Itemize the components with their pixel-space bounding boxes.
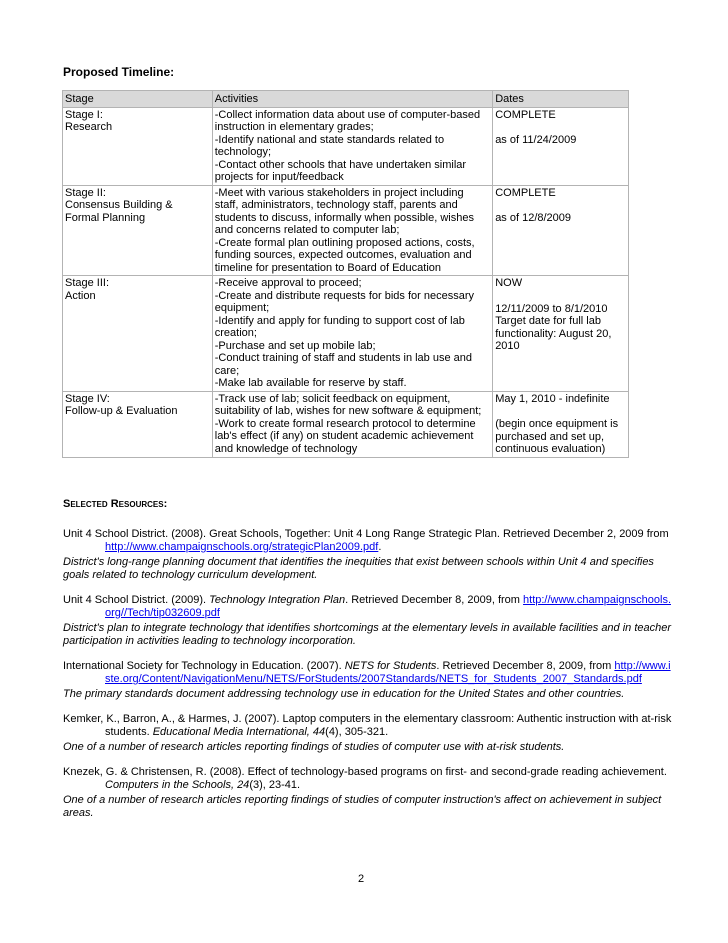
activity: -Create and distribute requests for bids for necessary equipment; [214, 289, 474, 314]
dates-cell [493, 185, 629, 276]
citation-title: Technology Integration Plan [209, 594, 346, 606]
reference-citation [63, 660, 673, 686]
activity: -Conduct training of staff and students in lab use and care; [214, 352, 472, 377]
page-number: 2 [358, 873, 365, 885]
dates-cell [493, 391, 629, 457]
citation-text-after: (4), 305-321. [325, 726, 389, 738]
references-list [63, 528, 673, 832]
reference-citation [63, 766, 673, 792]
stage-label: Stage IV: [65, 392, 110, 405]
citation-text: Unit 4 School District. (2009). [63, 594, 210, 606]
date: (begin once equipment is purchased and set up, continuous evaluation) [495, 418, 619, 455]
stage-cell [63, 107, 213, 185]
activity: -Identify national and state standards related to technology; [214, 133, 445, 158]
activities-cell [212, 276, 492, 392]
table-row [63, 185, 629, 276]
citation-text: Unit 4 School District. (2008). Great Schools, Together: Unit 4 Long Range Strategic Plan. Retrieved December 2, 2009 from [63, 528, 669, 540]
citation-text: Knezek, G. & Christensen, R. (2008). Effect of technology-based programs on first- and second-grade reading achievement. [63, 766, 667, 778]
stage-cell [63, 276, 213, 392]
citation-text: Kemker, K., Barron, A., & Harmes, J. (2007). Laptop computers in the elementary classroom: Authentic instruction with at-risk students. [63, 713, 672, 738]
table-header-row [63, 91, 629, 108]
stage-name: Follow-up & Evaluation [65, 405, 178, 417]
activity: -Create formal plan outlining proposed actions, costs, funding sources, expected outcomes, evaluation and timeline for presentation to Board of Education [214, 236, 475, 274]
stage-name: Formal Planning [65, 211, 146, 224]
table-row [63, 276, 629, 392]
activity: -Receive approval to proceed; [214, 277, 362, 289]
activity: -Purchase and set up mobile lab; [214, 339, 376, 352]
reference-annotation: The primary standards document addressing technology use in education for the United States and other countries. [63, 688, 625, 700]
activity: -Track use of lab; solicit feedback on equipment, suitability of lab, wishes for new software & equipment; [214, 392, 482, 417]
reference-link[interactable]: http://www.champaignschools.org/strategicPlan2009.pdf [105, 541, 379, 553]
dates-cell [493, 276, 629, 392]
activity: -Contact other schools that have undertaken similar projects for input/feedback [214, 158, 467, 183]
activity: -Meet with various stakeholders in project including staff, administrators, technology staff, parents and students to discuss, informally when possible, wishes and concerns related to computer lab; [214, 186, 474, 236]
reference-link[interactable]: http://www.iste.org/Content/NavigationMenu/NETS/ForStudents/2007Standards/NETS_for_Students_2007_Standards.pdf [105, 660, 671, 685]
status: NOW [495, 277, 523, 289]
citation-journal: Computers in the Schools, 24 [105, 779, 250, 791]
table-row [63, 391, 629, 457]
header-stage: Stage [63, 91, 213, 108]
stage-name: Action [65, 289, 96, 302]
citation-text-after: . Retrieved December 8, 2009, from [345, 594, 524, 606]
stage-label: Stage III: [65, 277, 110, 289]
activity: -Identify and apply for funding to support cost of lab creation; [214, 314, 465, 339]
header-activities: Activities [212, 91, 492, 108]
timeline-table [62, 90, 629, 458]
reference-citation [63, 594, 673, 620]
reference-annotation: One of a number of research articles reporting findings of studies of computer instruction's affect on achievement in subject areas. [63, 794, 662, 819]
citation-journal: Educational Media International, 44 [152, 726, 326, 738]
activities-cell [212, 107, 492, 185]
date: 12/11/2009 to 8/1/2010 Target date for full lab functionality: August 20, 2010 [495, 302, 612, 352]
status: COMPLETE [495, 108, 556, 121]
stage-cell [63, 185, 213, 276]
activity: -Make lab available for reserve by staff. [214, 377, 407, 389]
stage-name: Consensus Building & [65, 199, 173, 211]
stage-label: Stage I: [65, 108, 103, 121]
reference-citation [63, 528, 673, 554]
stage-name: Research [65, 121, 113, 133]
reference-annotation: One of a number of research articles reporting findings of studies of computer use with at-risk students. [63, 741, 565, 753]
citation-title: NETS for Students [344, 660, 437, 672]
status: May 1, 2010 - indefinite [495, 392, 610, 405]
citation-text-after: . Retrieved December 8, 2009, from [436, 660, 615, 672]
date: as of 12/8/2009 [495, 212, 572, 224]
stage-label: Stage II: [65, 186, 106, 199]
proposed-timeline-heading: Proposed Timeline: [63, 65, 175, 79]
activity: -Collect information data about use of computer-based instruction in elementary grades; [214, 108, 481, 133]
citation-tail: . [378, 541, 382, 553]
citation-text: International Society for Technology in Education. (2007). [63, 660, 345, 672]
selected-resources-heading: Selected Resources: [63, 498, 168, 510]
reference-annotation: District's plan to integrate technology that identifies shortcomings at the elementary levels in available facilities and in teacher participation in activities leading to technology incorporation. [63, 622, 672, 647]
header-dates: Dates [493, 91, 629, 108]
reference-citation [63, 713, 673, 739]
activities-cell [212, 185, 492, 276]
activity: -Work to create formal research protocol to determine lab's effect (if any) on student academic achievement and knowledge of technology [214, 417, 476, 455]
date: as of 11/24/2009 [495, 134, 577, 146]
reference-annotation: District's long-range planning document that identifies the inequities that exist between schools within Unit 4 and specifies goals related to technology curriculum development. [63, 556, 654, 581]
activities-cell [212, 391, 492, 457]
dates-cell [493, 107, 629, 185]
stage-cell [63, 391, 213, 457]
table-row [63, 107, 629, 185]
status: COMPLETE [495, 186, 556, 199]
reference-link[interactable]: http://www.champaignschools.org//Tech/tip032609.pdf [105, 594, 671, 619]
citation-text-after: (3), 23-41. [249, 779, 301, 791]
